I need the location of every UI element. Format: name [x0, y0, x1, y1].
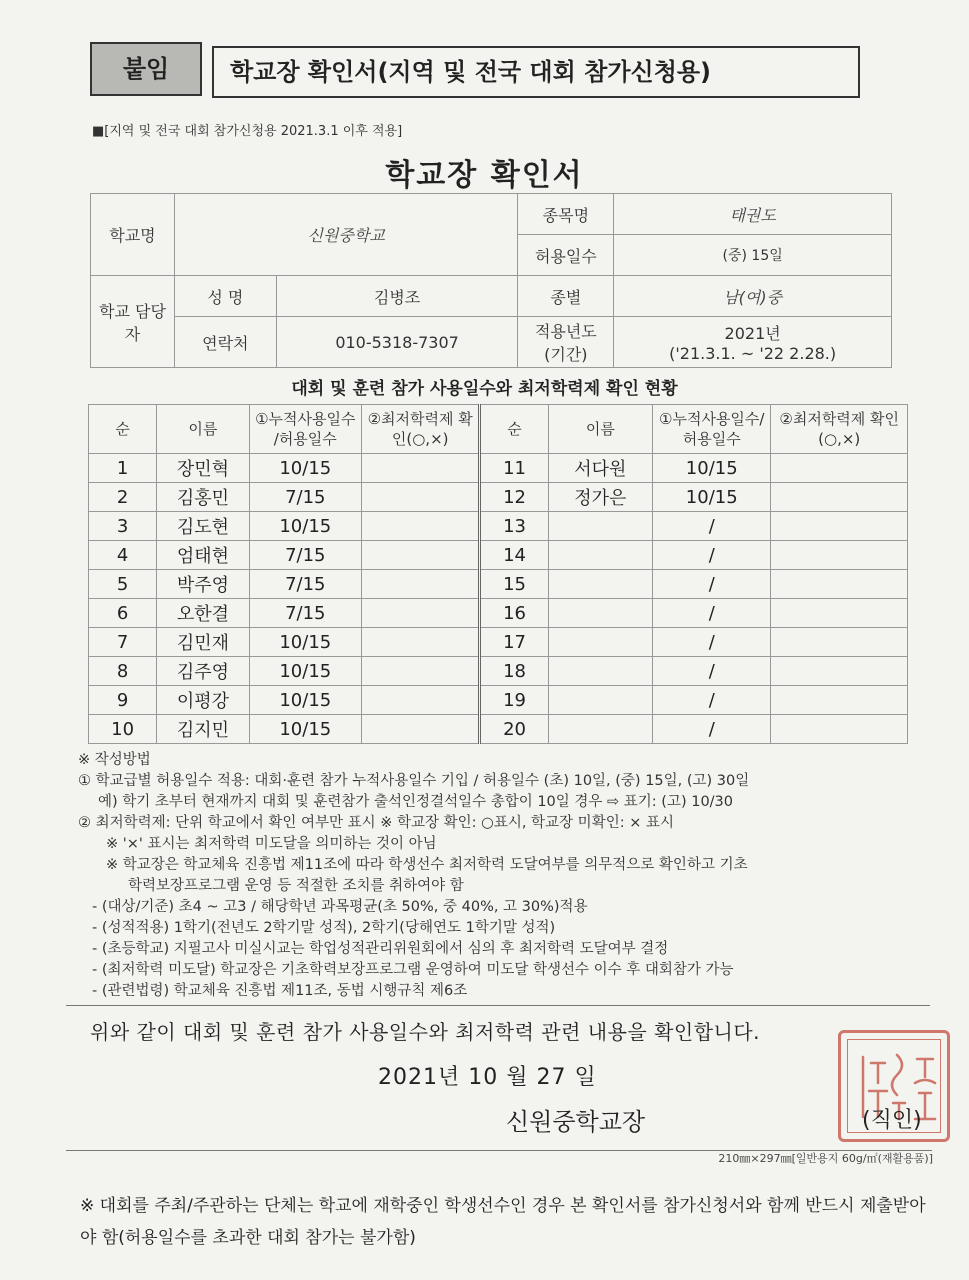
cell-right-check	[771, 657, 908, 686]
cell-left-no: 10	[89, 715, 157, 744]
cell-left-name: 박주영	[157, 570, 249, 599]
cell-right-days: /	[653, 628, 771, 657]
cell-left-name: 김민재	[157, 628, 249, 657]
section-heading: 대회 및 훈련 참가 사용일수와 최저학력제 확인 현황	[291, 379, 678, 399]
cell-right-days: /	[653, 715, 771, 744]
gender-label: 종별	[518, 276, 614, 317]
table-row	[89, 483, 908, 512]
year-cell	[614, 317, 892, 368]
cell-left-no: 8	[89, 657, 157, 686]
phone-label: 연락처	[174, 317, 276, 368]
table-row	[89, 715, 908, 744]
cell-right-check	[771, 541, 908, 570]
cell-left-name: 오한결	[157, 599, 249, 628]
table-row	[89, 686, 908, 715]
table-row	[89, 512, 908, 541]
col-name-right: 이름	[548, 405, 652, 454]
school-label: 학교명	[91, 194, 175, 276]
cell-left-days: 10/15	[249, 657, 361, 686]
cell-right-days: /	[653, 512, 771, 541]
paper-size-note: 210㎜×297㎜[일반용지 60g/㎡(재활용품)]	[718, 1152, 933, 1165]
instruction-line: ② 최저학력제: 단위 학교에서 확인 여부만 표시 ※ 학교장 확인: ○표시, 학교장 미확인: × 표시	[78, 815, 674, 831]
cell-right-no: 11	[480, 454, 548, 483]
cell-left-no: 7	[89, 628, 157, 657]
cell-left-days: 10/15	[249, 715, 361, 744]
cell-right-name	[548, 715, 652, 744]
cell-left-check	[361, 512, 479, 541]
cell-right-check	[771, 454, 908, 483]
cell-left-no: 1	[89, 454, 157, 483]
instruction-line: - (성적적용) 1학기(전년도 2학기말 성적), 2학기(당해연도 1학기말 성적)	[92, 920, 556, 936]
cell-left-check	[361, 628, 479, 657]
cell-right-name	[548, 570, 652, 599]
main-heading: 학교장 확인서	[385, 158, 584, 193]
seal-label: (직인)	[862, 1108, 922, 1133]
cell-left-no: 6	[89, 599, 157, 628]
applicability-note: ■[지역 및 전국 대회 참가신청용 2021.3.1 이후 적용]	[92, 124, 403, 139]
cell-right-no: 12	[480, 483, 548, 512]
document-title: 학교장 확인서(지역 및 전국 대회 참가신청용)	[212, 46, 860, 98]
cell-right-days: /	[653, 657, 771, 686]
cell-right-check	[771, 483, 908, 512]
cell-left-check	[361, 599, 479, 628]
cell-right-name	[548, 541, 652, 570]
cell-right-no: 20	[480, 715, 548, 744]
name-label: 성 명	[174, 276, 276, 317]
event-label: 종목명	[518, 194, 614, 235]
cell-left-name: 장민혁	[157, 454, 249, 483]
col-check-left: ②최저학력제 확인(○,×)	[361, 405, 479, 454]
cell-left-check	[361, 454, 479, 483]
cell-left-check	[361, 483, 479, 512]
instruction-line: - (관련법령) 학교체육 진흥법 제11조, 동법 시행규칙 제6조	[92, 983, 468, 999]
issue-date: 2021년 10 월 27 일	[378, 1065, 597, 1090]
table-row	[89, 541, 908, 570]
cell-left-name: 김도현	[157, 512, 249, 541]
instruction-line: - (초등학교) 지필고사 미실시교는 학업성적관리위원회에서 심의 후 최저학력 도달여부 결정	[92, 941, 669, 957]
cell-right-days: 10/15	[653, 454, 771, 483]
cell-right-days: 10/15	[653, 483, 771, 512]
cell-right-days: /	[653, 541, 771, 570]
cell-right-no: 15	[480, 570, 548, 599]
cell-right-name	[548, 628, 652, 657]
col-no-right: 순	[480, 405, 548, 454]
school-value: 신원중학교	[174, 194, 518, 276]
cell-right-name	[548, 686, 652, 715]
cell-right-no: 17	[480, 628, 548, 657]
cell-right-days: /	[653, 599, 771, 628]
cell-right-check	[771, 570, 908, 599]
cell-right-name	[548, 512, 652, 541]
allowed-days-value: (중) 15일	[614, 235, 892, 276]
cell-right-name	[548, 599, 652, 628]
student-table	[88, 404, 908, 744]
cell-left-days: 10/15	[249, 454, 361, 483]
cell-right-check	[771, 715, 908, 744]
cell-left-check	[361, 686, 479, 715]
table-header-row	[89, 405, 908, 454]
cell-right-name: 서다원	[548, 454, 652, 483]
col-no-left: 순	[89, 405, 157, 454]
col-name-left: 이름	[157, 405, 249, 454]
divider	[66, 1005, 930, 1006]
cell-right-no: 14	[480, 541, 548, 570]
phone-value: 010-5318-7307	[276, 317, 518, 368]
instruction-line: - (대상/기준) 초4 ~ 고3 / 해당학년 과목평균(초 50%, 중 40%, 고 30%)적용	[92, 899, 588, 915]
year-value: 2021년	[724, 324, 781, 343]
confirmation-statement: 위와 같이 대회 및 훈련 참가 사용일수와 최저학력 관련 내용을 확인합니다.	[90, 1020, 761, 1044]
cell-right-check	[771, 599, 908, 628]
cell-left-name: 이평강	[157, 686, 249, 715]
cell-left-name: 김지민	[157, 715, 249, 744]
event-value: 태권도	[614, 194, 892, 235]
allowed-days-label: 허용일수	[518, 235, 614, 276]
col-check-right: ②최저학력제 확인(○,×)	[771, 405, 908, 454]
gender-value: 남(여)중	[614, 276, 892, 317]
instruction-line: 학력보장프로그램 운영 등 적절한 조치를 취하여야 함	[128, 878, 464, 894]
principal-title: 신원중학교장	[506, 1108, 646, 1136]
instructions	[78, 750, 938, 1002]
cell-left-check	[361, 715, 479, 744]
cell-left-days: 10/15	[249, 512, 361, 541]
cell-right-no: 13	[480, 512, 548, 541]
cell-left-days: 10/15	[249, 628, 361, 657]
school-info-table	[90, 193, 892, 368]
cell-right-no: 19	[480, 686, 548, 715]
col-days-left: ①누적사용일수 /허용일수	[249, 405, 361, 454]
instruction-line: - (최저학력 미도달) 학교장은 기초학력보장프로그램 운영하여 미도달 학생선수 이수 후 대회참가 가능	[92, 962, 734, 978]
instruction-line: ① 학교급별 허용일수 적용: 대회·훈련 참가 누적사용일수 기입 / 허용일수 (초) 10일, (중) 15일, (고) 30일	[78, 773, 750, 789]
cell-left-check	[361, 570, 479, 599]
cell-left-check	[361, 541, 479, 570]
table-row	[89, 657, 908, 686]
cell-right-check	[771, 512, 908, 541]
cell-left-days: 7/15	[249, 599, 361, 628]
table-row	[89, 628, 908, 657]
cell-left-no: 5	[89, 570, 157, 599]
cell-right-no: 18	[480, 657, 548, 686]
cell-left-no: 4	[89, 541, 157, 570]
table-row	[89, 454, 908, 483]
cell-right-name: 정가은	[548, 483, 652, 512]
instruction-line: ※ 학교장은 학교체육 진흥법 제11조에 따라 학생선수 최저학력 도달여부를 의무적으로 확인하고 기초	[106, 857, 748, 873]
instruction-line: ※ '×' 표시는 최저학력 미도달을 의미하는 것이 아님	[106, 836, 437, 852]
cell-right-days: /	[653, 686, 771, 715]
cell-right-no: 16	[480, 599, 548, 628]
table-row	[89, 570, 908, 599]
footer-note: ※ 대회를 주최/주관하는 단체는 학교에 재학중인 학생선수인 경우 본 확인서를 참가신청서와 함께 반드시 제출받아야 함(허용일수를 초과한 대회 참가는 불가함)	[80, 1196, 926, 1248]
instruction-line: ※ 작성방법	[78, 752, 151, 768]
cell-left-days: 7/15	[249, 483, 361, 512]
period-value: ('21.3.1. ~ '22 2.28.)	[669, 344, 837, 363]
contact-person-label: 학교 담당자	[91, 276, 175, 368]
cell-left-days: 7/15	[249, 570, 361, 599]
cell-left-no: 9	[89, 686, 157, 715]
cell-left-name: 김홍민	[157, 483, 249, 512]
year-label: 적용년도 (기간)	[518, 317, 614, 368]
cell-right-check	[771, 628, 908, 657]
cell-right-check	[771, 686, 908, 715]
attachment-tag: 붙임	[90, 42, 202, 96]
cell-left-days: 10/15	[249, 686, 361, 715]
instruction-line: 예) 학기 초부터 현재까지 대회 및 훈련참가 출석인정결석일수 총합이 10일 경우 ⇨ 표기: (고) 10/30	[98, 794, 734, 810]
cell-right-days: /	[653, 570, 771, 599]
cell-left-no: 2	[89, 483, 157, 512]
table-row	[89, 599, 908, 628]
col-days-right: ①누적사용일수/ 허용일수	[653, 405, 771, 454]
cell-left-check	[361, 657, 479, 686]
cell-left-days: 7/15	[249, 541, 361, 570]
cell-left-name: 엄태현	[157, 541, 249, 570]
cell-right-name	[548, 657, 652, 686]
cell-left-name: 김주영	[157, 657, 249, 686]
name-value: 김병조	[276, 276, 518, 317]
cell-left-no: 3	[89, 512, 157, 541]
